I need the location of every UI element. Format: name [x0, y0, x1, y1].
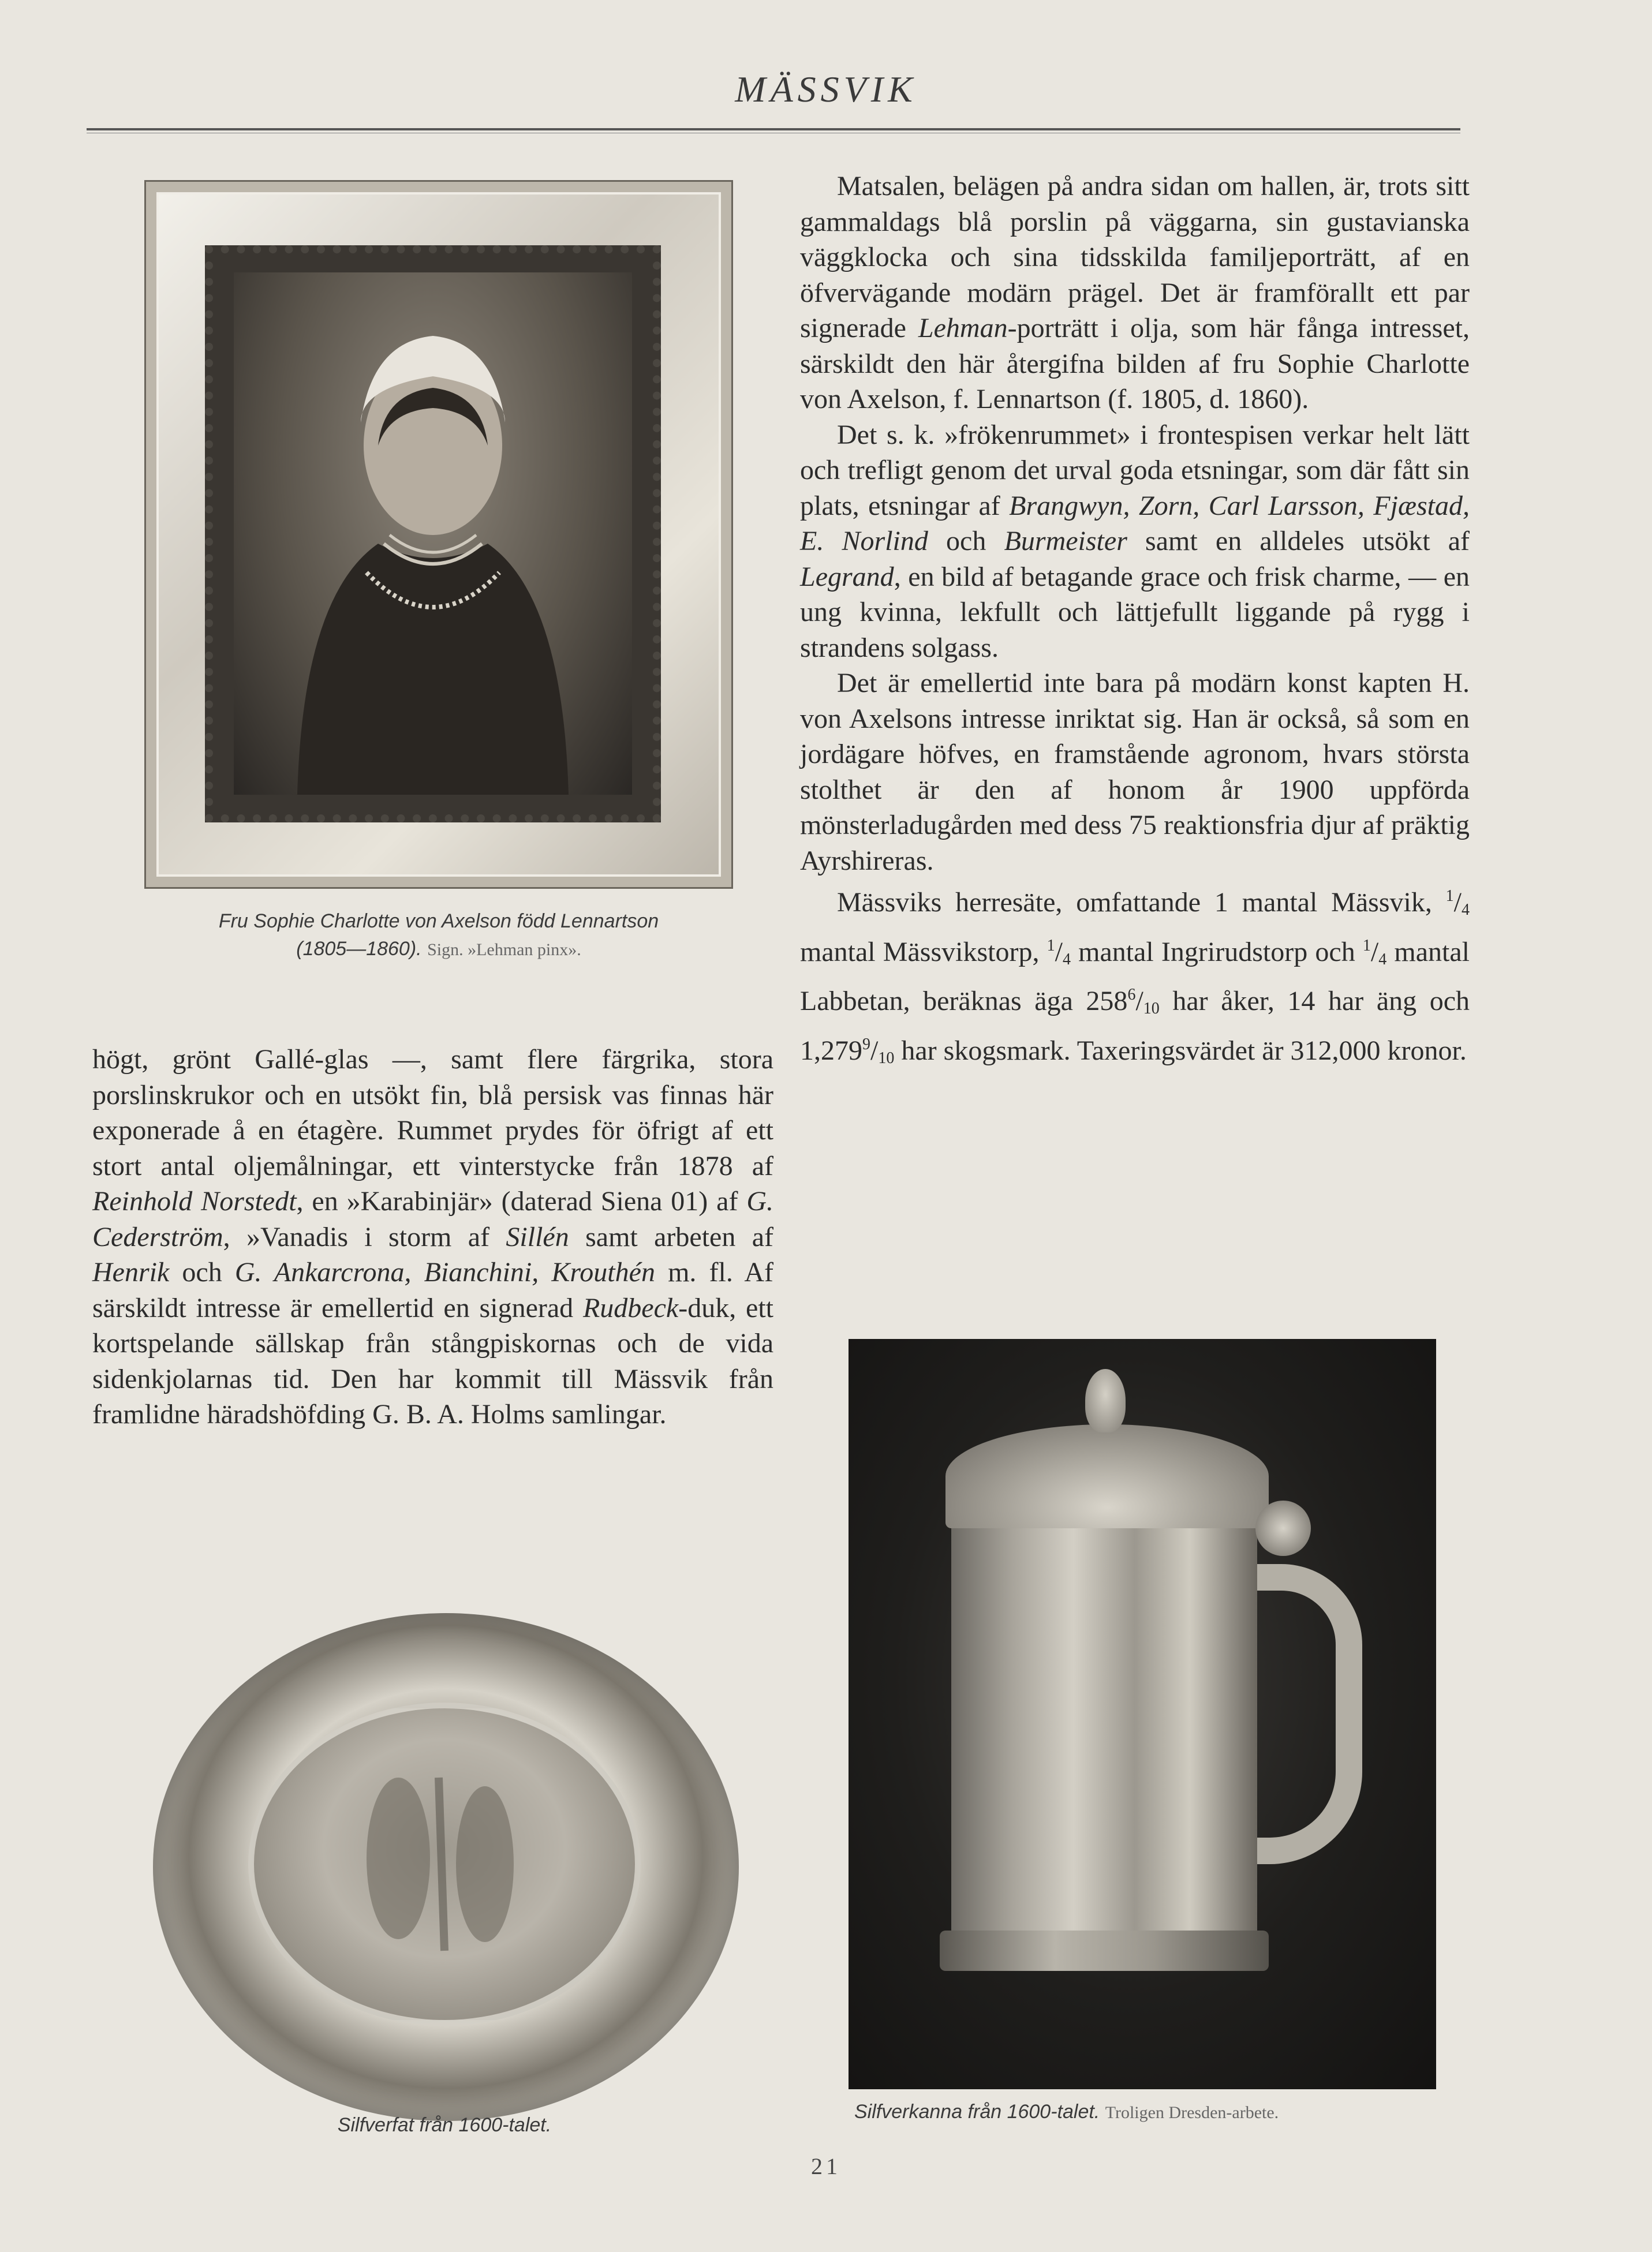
- artist-name: Reinhold Norstedt: [92, 1186, 297, 1217]
- text-run: m. fl. Af särskildt intresse är emellertid en signerad: [92, 1257, 773, 1323]
- paragraph-agronom: [800, 665, 1470, 878]
- fraction-denominator: 4: [1378, 950, 1387, 968]
- fraction-denominator: 10: [878, 1049, 895, 1067]
- plate-figures-icon: [254, 1708, 635, 2020]
- fraction-denominator: 4: [1062, 950, 1071, 968]
- text-run: och: [928, 526, 1004, 556]
- page-number: 21: [811, 2153, 841, 2179]
- artist-name: Burmeister: [1004, 526, 1127, 556]
- text-run: -porträtt i olja, som här fånga intresset, särskildt den här återgifna bilden af fru Sophie Charlotte von Axelson, f. Lennartson (f. 1805, d. 1860).: [800, 313, 1470, 414]
- tankard-caption-title: Silfverkanna från 1600-talet.: [854, 2101, 1100, 2123]
- fraction-denominator: 4: [1462, 901, 1470, 919]
- right-text-column: [800, 169, 1470, 1076]
- tankard-base: [940, 1931, 1269, 1971]
- artist-names: G. Ankarcrona, Bianchini, Krouthén: [234, 1257, 655, 1288]
- tankard-body: [951, 1512, 1257, 1951]
- text-run: Det är emellertid inte bara på modärn konst kapten H. von Axelsons intresse inriktat sig. Han är också, så som en jordägare höfves, en framstående agronom, hvars största stolthet är den af honom år 1900 uppförda mönsterladugården med dess 75 reaktionsfria djur af präktig Ayrshireras.: [800, 668, 1470, 876]
- header-rule: [87, 128, 1460, 130]
- left-text-column: [92, 1042, 773, 1432]
- text-run: samt arbeten af: [569, 1221, 773, 1252]
- text-run: har skogsmark. Taxeringsvärdet är 312,000 kronor.: [894, 1035, 1467, 1066]
- text-run: mantal Labbetan, beräknas äga 258: [800, 936, 1470, 1016]
- text-run: Det s. k. »frökenrummet» i frontespisen verkar helt lätt och trefligt genom det urval goda etsningar, som där fått sin plats, etsningar af: [800, 419, 1470, 521]
- portrait-caption-line1: Fru Sophie Charlotte von Axelson född Lennartson: [218, 910, 659, 932]
- portrait-caption-years: (1805—1860).: [296, 938, 422, 960]
- artist-name: Rudbeck: [582, 1292, 679, 1323]
- plate-caption: Silfverfat från 1600-talet.: [337, 2114, 552, 2136]
- fraction-numerator: 6: [1127, 986, 1136, 1004]
- text-run: samt en alldeles utsökt af: [1127, 526, 1470, 556]
- silver-plate-center-relief: [248, 1703, 641, 2026]
- portrait-caption-signature: Sign. »Lehman pinx».: [427, 940, 581, 959]
- portrait-painting: [234, 272, 632, 795]
- tankard-caption-note: Troligen Dresden-arbete.: [1105, 2103, 1279, 2122]
- tankard-thumbpiece: [1255, 1501, 1311, 1556]
- fraction-denominator: 10: [1143, 1000, 1160, 1017]
- tankard-finial: [1085, 1369, 1126, 1432]
- text-run: mantal Mässvikstorp,: [800, 936, 1047, 967]
- portrait-figure-icon: [234, 272, 632, 795]
- artist-name: G. Cederström: [92, 1186, 773, 1252]
- fraction-numerator: 1: [1362, 936, 1371, 955]
- text-run: , »Vanadis i storm af: [223, 1221, 506, 1252]
- text-run: Mässviks herresäte, omfattande 1 mantal Mässvik,: [837, 887, 1446, 918]
- text-run: , en bild af betagande grace och frisk charme, — en ung kvinna, lekfullt och lättjefullt liggande på rygg i strandens solgass.: [800, 561, 1470, 663]
- paragraph-estate: Mässviks herresäte, omfattande 1 mantal Mässvik, $^1/_4$ mantal Mässvikstorp, $^1/_4$ mantal Ingrirudstorp och $^1/_4$ mantal Labbetan, beräknas äga $258^6/_{10}$ har åker, 14 har äng och $1,279^9/_{10}$ har skogsmark. Taxeringsvärdet är 312,000 kronor.: [800, 887, 1470, 1067]
- artist-name: Legrand: [800, 561, 894, 592]
- artist-names: Brangwyn, Zorn, Carl Larsson, Fjæstad, E. Norlind: [800, 490, 1470, 556]
- running-title: MÄSSVIK: [735, 69, 917, 110]
- artist-name: Sillén: [506, 1221, 569, 1252]
- text-run: -duk, ett kortspelande sällskap från stångpiskornas och de vida sidenkjolarnas tid. Den har kommit till Mässvik från framlidne häradshöfding G. B. A. Holms samlingar.: [92, 1292, 773, 1430]
- fraction-numerator: 1: [1445, 887, 1454, 905]
- portrait-caption: [0, 907, 877, 964]
- text-run: Matsalen, belägen på andra sidan om hallen, är, trots sitt gammaldags blå porslin på väggarna, sin gustavianska väggklocka och sina tidsskilda familjeporträtt, af en öfvervägande modärn prägel. Det är framförallt ett par signerade: [800, 171, 1470, 343]
- fraction-numerator: 1: [1046, 936, 1055, 955]
- paragraph-art-collection: [92, 1042, 773, 1432]
- text-run: högt, grönt Gallé-glas —, samt flere färgrika, stora porslinskrukor och en utsökt fin, blå persisk vas finnas här exponerade å en étagère. Rummet prydes för öfrigt af ett stort antal oljemålningar, ett vinterstycke från 1878 af: [92, 1044, 773, 1181]
- portrait-caption-line2: [0, 935, 877, 964]
- fraction-numerator: 9: [862, 1035, 870, 1053]
- tankard-caption: [854, 2098, 1466, 2127]
- text-run: och: [169, 1257, 235, 1288]
- text-run: mantal Ingrirudstorp och: [1070, 936, 1363, 967]
- artist-name: Henrik: [92, 1257, 170, 1288]
- tankard-lid: [945, 1424, 1269, 1528]
- text-run: har åker, 14 har äng och 1,279: [800, 986, 1470, 1066]
- text-run: , en »Karabinjär» (daterad Siena 01) af: [296, 1186, 747, 1217]
- artist-name: Lehman: [918, 313, 1008, 343]
- paragraph-dining-room: [800, 169, 1470, 417]
- paragraph-frokenrummet: [800, 417, 1470, 666]
